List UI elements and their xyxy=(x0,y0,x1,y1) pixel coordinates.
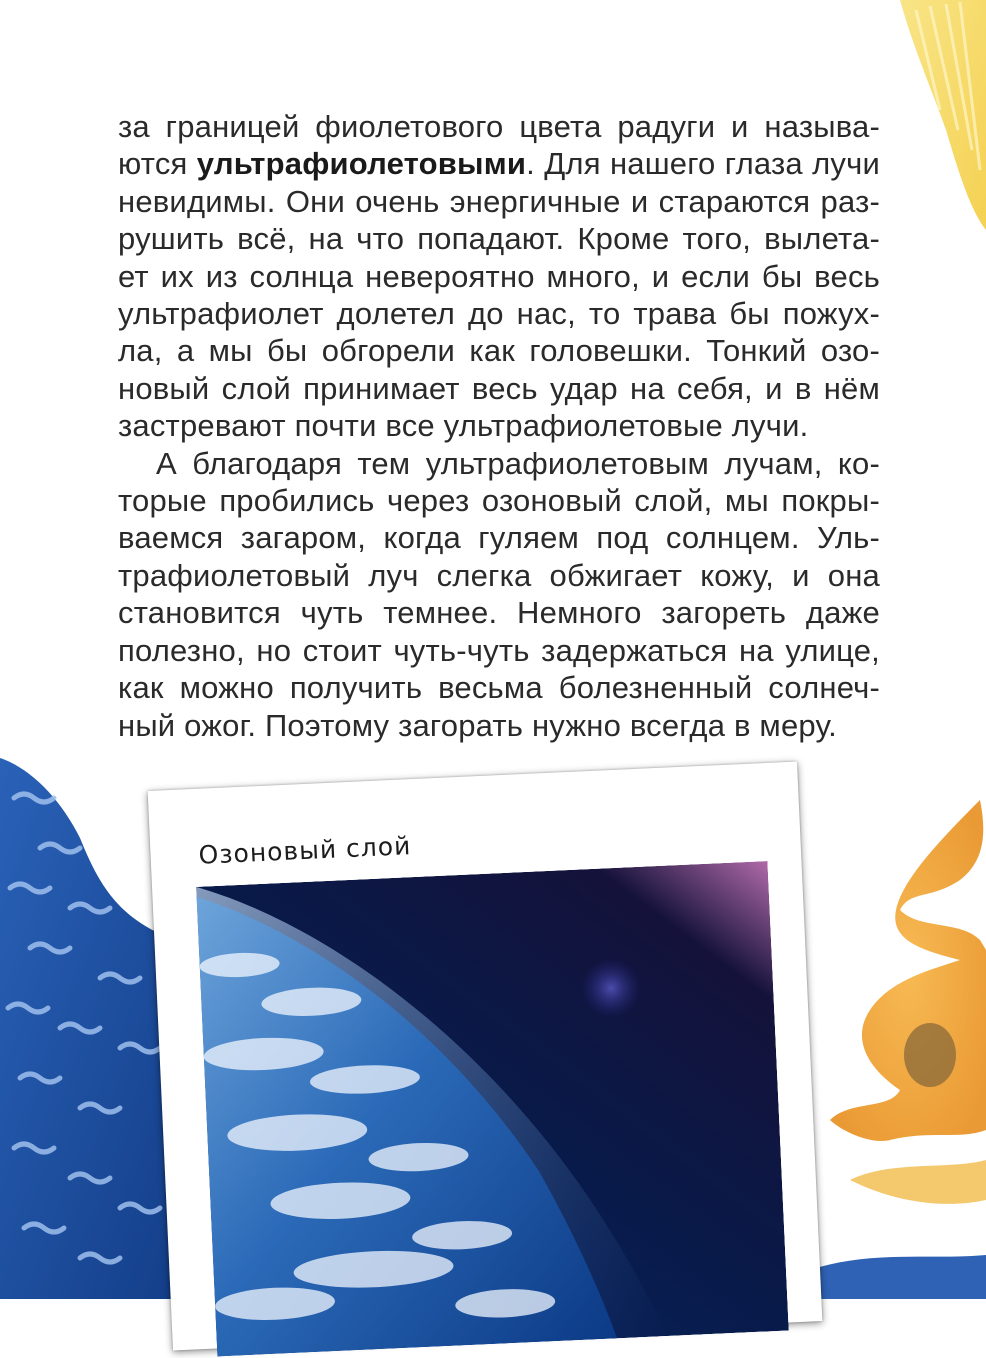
body-text xyxy=(118,108,880,744)
earth-from-space-image xyxy=(196,861,789,1356)
earth-atmosphere-photo xyxy=(196,861,789,1356)
photo-card xyxy=(148,762,823,1351)
photo-caption: Озоновый слой xyxy=(197,831,412,870)
paragraph-1-start: за границей фиолетового цвета радуги и называ-ются xyxy=(118,109,880,182)
paragraph-1 xyxy=(118,108,880,445)
paragraph-1-rest: . Для нашего глаза лучи невидимы. Они очень энергичные и стараются раз-рушить всё, на что попадают. Кроме того, вылета-ет их из солнца невероятно много, и если бы весь ультрафиолет долетел до нас, то трава бы пожух-ла, а мы бы обгорели как головешки. Тонкий озо-новый слой принимает весь удар на себя, и в нём застревают почти все ультрафиолетовые лучи. xyxy=(118,146,880,444)
term-ultraviolet: ультрафиолетовыми xyxy=(196,146,527,182)
paragraph-2: А благодаря тем ультрафиолетовым лучам, ко-торые пробились через озоновый слой, мы покры-ваемся загаром, когда гуляем под солнцем. Уль-трафиолетовый луч слегка обжигает кожу, и она становится чуть темнее. Немного загореть даже полезно, но стоит чуть-чуть задержаться на улице, как можно получить весьма болезненный солнеч-ный ожог. Поэтому загорать нужно всегда в меру. xyxy=(118,445,880,743)
orange-paint-blob xyxy=(810,800,986,1299)
yellow-crayon-stroke xyxy=(880,0,986,240)
